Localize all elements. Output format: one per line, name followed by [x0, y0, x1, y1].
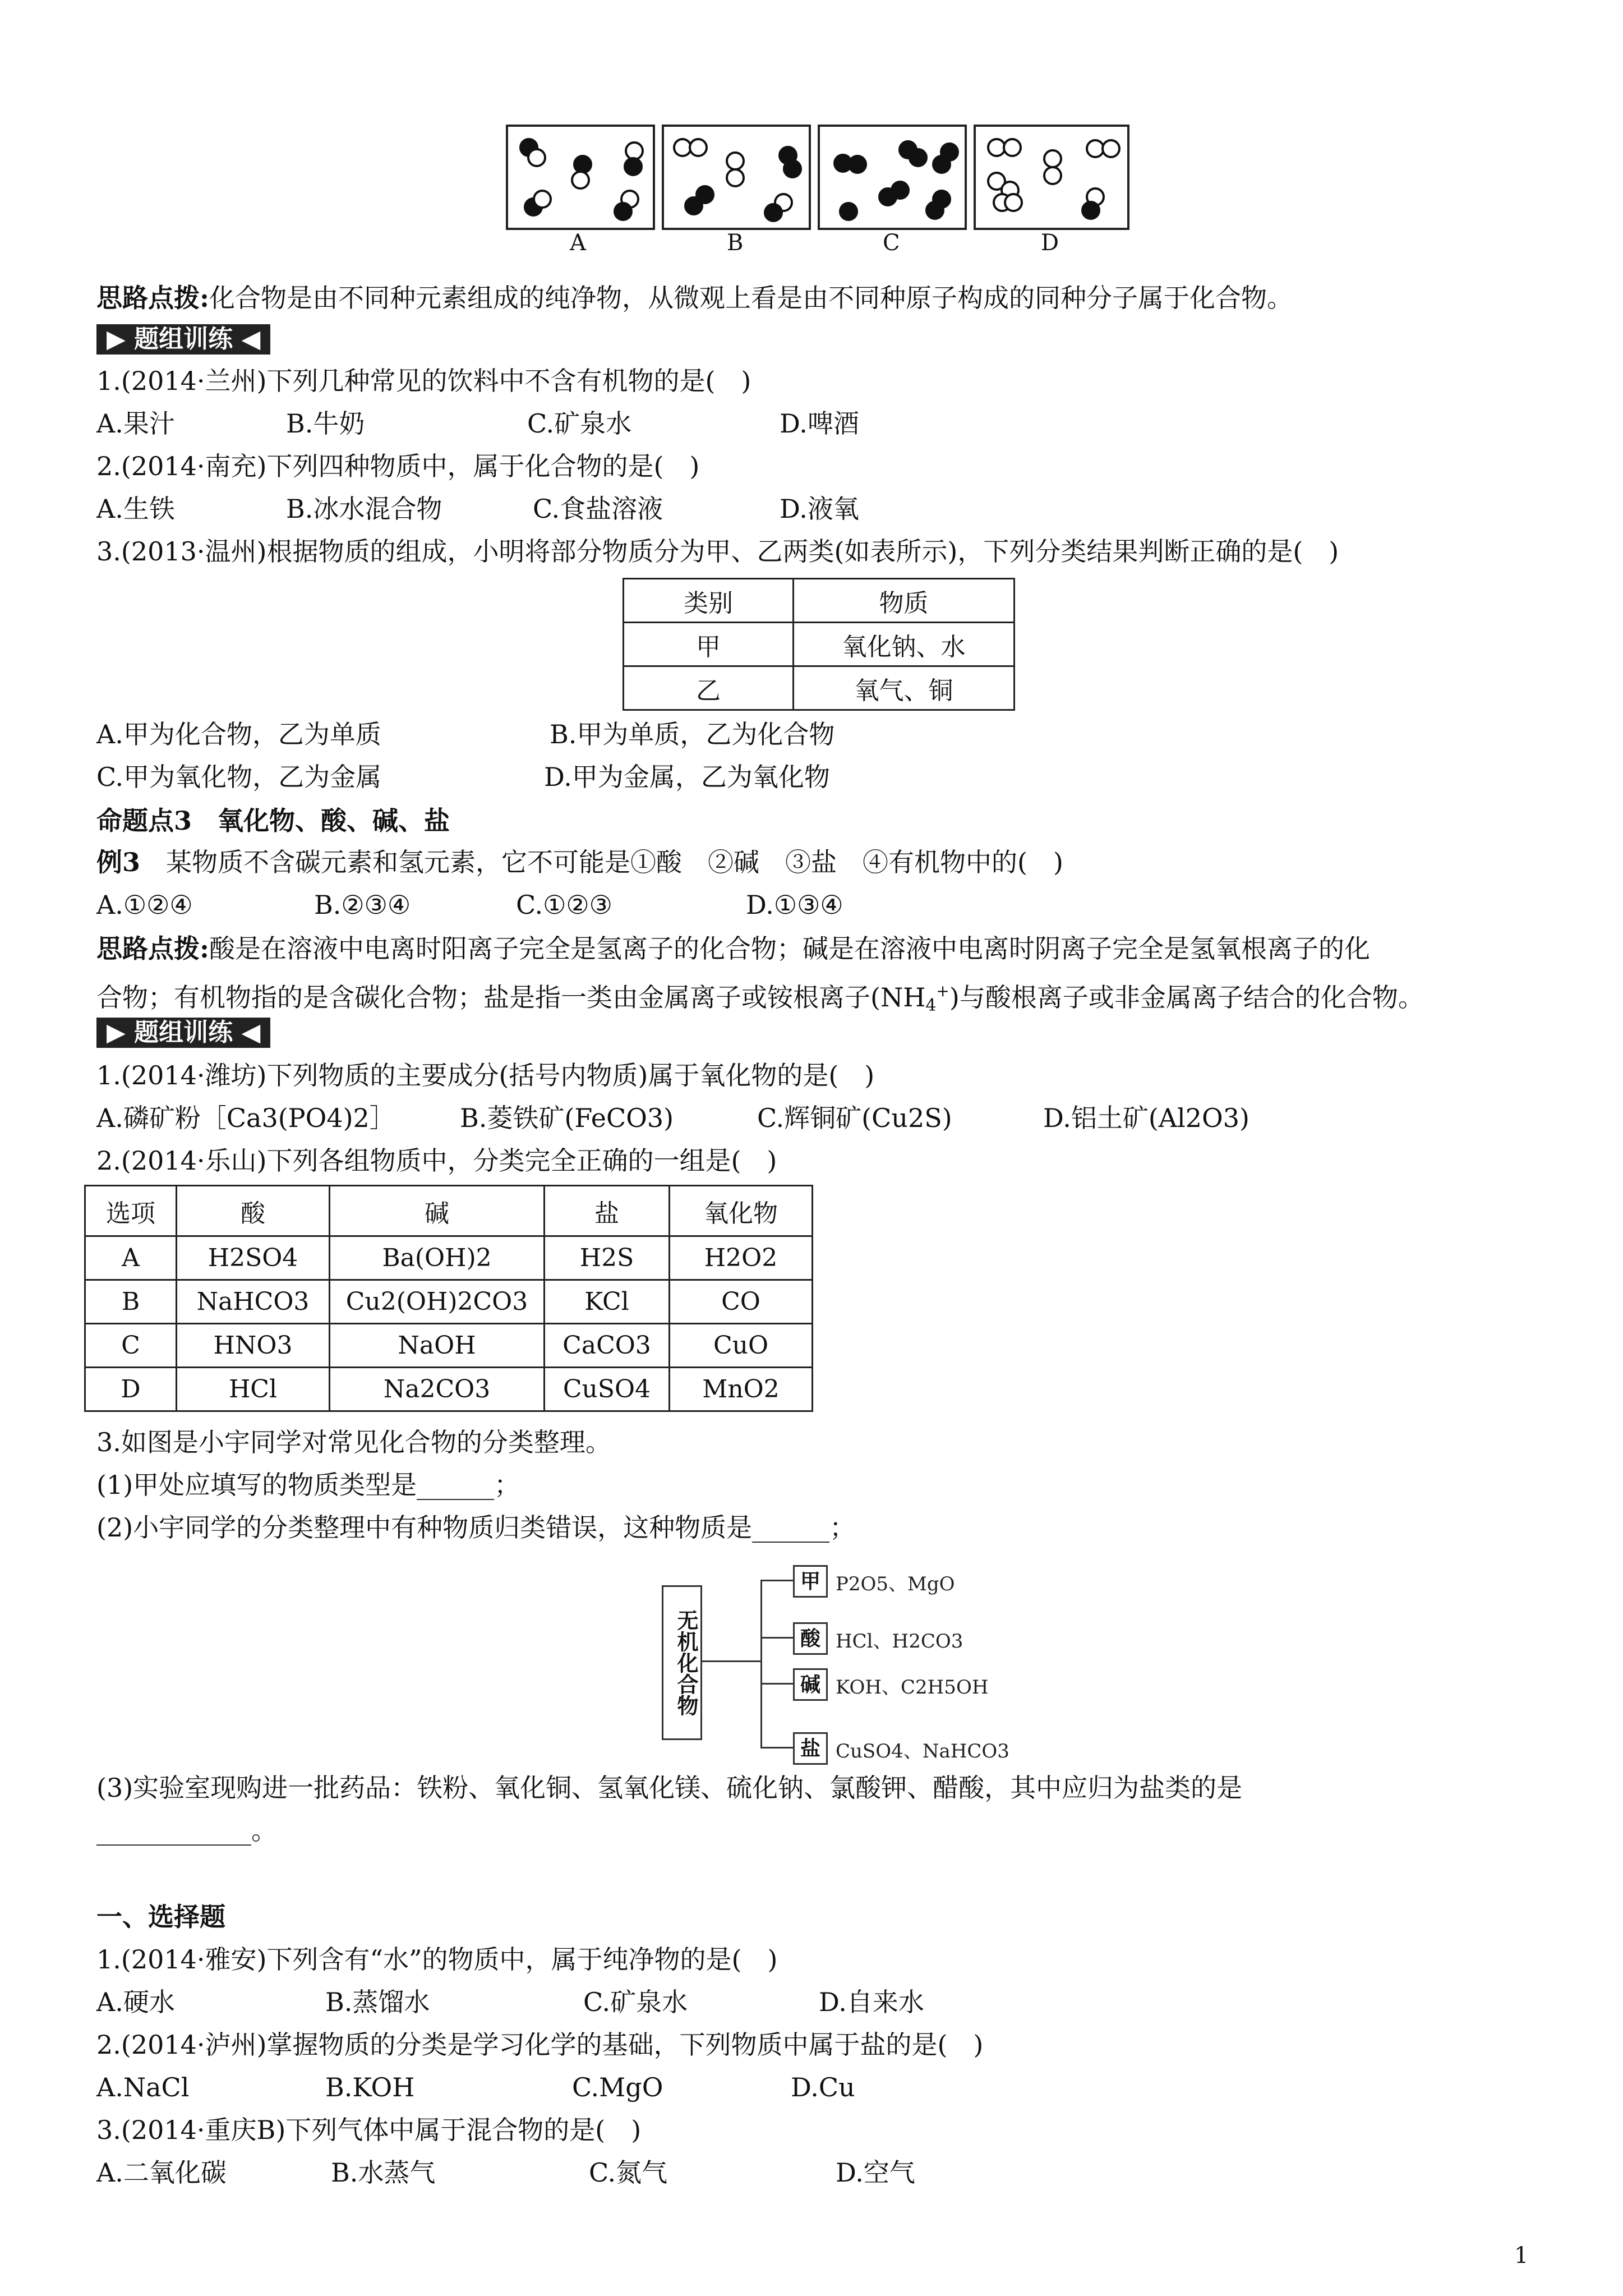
q2-option-d: D.液氧: [780, 494, 859, 524]
practice-banner-1: ▶ 题组训练 ◀: [96, 324, 270, 355]
example-3: 例3 某物质不含碳元素和氢元素，它不可能是①酸 ②碱 ③盐 ④有机物中的( ): [96, 847, 1063, 877]
tree-branch-1-items: P2O5、MgO: [836, 1573, 955, 1595]
q1-option-a: A.果汁: [96, 408, 175, 439]
q2-option-a: A.生铁: [96, 494, 175, 524]
q6-part-3: (3)实验室现购进一批药品：铁粉、氧化铜、氢氧化镁、硫化钠、氯酸钾、醋酸，其中应归为盐类的是: [96, 1773, 1243, 1803]
question-2-stem: 2.(2014·南充)下列四种物质中，属于化合物的是( ): [96, 451, 700, 481]
s2-option-b: B.KOH: [325, 2072, 415, 2102]
q4-option-b: B.菱铁矿(FeCO3): [460, 1103, 674, 1133]
question-5-stem: 2.(2014·乐山)下列各组物质中，分类完全正确的一组是( ): [96, 1145, 777, 1176]
q6-part-1: (1)甲处应填写的物质类型是______；: [96, 1470, 520, 1500]
tree-branch-4: 盐: [793, 1732, 828, 1765]
ex3-option-d: D.①③④: [746, 890, 843, 920]
panel-label-d: D: [1041, 230, 1059, 256]
tree-branch-1: 甲: [793, 1565, 828, 1598]
hint-label: 思路点拨:: [96, 283, 209, 313]
s1-option-d: D.自来水: [819, 1987, 924, 2017]
hint-2-line-2: 合物；有机物指的是含碳化合物；盐是指一类由金属离子或铵根离子$(NH_4^+)$与酸根离子或非金属离子结合的化合物。: [96, 982, 1424, 1015]
category-table: 类别 物质 甲 氧化钠、水 乙 氧气、铜: [623, 578, 1015, 711]
q1-option-c: C.矿泉水: [527, 408, 632, 439]
panel-b: [662, 125, 811, 230]
topic-heading: 命题点3 氧化物、酸、碱、盐: [96, 806, 450, 836]
tree-root: 无机化合物: [662, 1585, 702, 1740]
s3-option-b: B.水蒸气: [331, 2157, 436, 2188]
tree-branch-2: 酸: [793, 1622, 828, 1655]
panel-c: [818, 125, 967, 230]
q3-option-d: D.甲为金属，乙为氧化物: [544, 762, 830, 792]
s3-option-a: A.二氧化碳: [96, 2157, 227, 2188]
page-number: 1: [1514, 2243, 1529, 2269]
panel-d: [974, 125, 1129, 230]
q3-option-c: C.甲为氧化物，乙为金属: [96, 762, 382, 792]
practice-banner-2: ▶ 题组训练 ◀: [96, 1018, 270, 1048]
question-4-stem: 1.(2014·潍坊)下列物质的主要成分(括号内物质)属于氧化物的是( ): [96, 1060, 875, 1091]
q4-option-a: A.磷矿粉［Ca3(PO4)2］: [96, 1103, 395, 1133]
q4-option-c: C.辉铜矿(Cu2S): [757, 1103, 952, 1133]
panel-label-b: B: [727, 230, 744, 256]
q1-option-d: D.啤酒: [780, 408, 859, 439]
s3-stem: 3.(2014·重庆B)下列气体中属于混合物的是( ): [96, 2115, 642, 2145]
question-3-stem: 3.(2013·温州)根据物质的组成，小明将部分物质分为甲、乙两类(如表所示)，下列分类结果判断正确的是( ): [96, 536, 1339, 567]
s1-option-b: B.蒸馏水: [325, 1987, 430, 2017]
s2-option-a: A.NaCl: [96, 2072, 190, 2102]
q2-option-b: B.冰水混合物: [286, 494, 442, 524]
tree-branch-2-items: HCl、H2CO3: [836, 1630, 963, 1653]
tree-branch-3-items: KOH、C2H5OH: [836, 1676, 989, 1699]
ex3-option-c: C.①②③: [516, 890, 612, 920]
s3-option-c: C.氮气: [589, 2157, 668, 2188]
q2-option-c: C.食盐溶液: [533, 494, 663, 524]
s2-option-c: C.MgO: [572, 2072, 663, 2102]
s3-option-d: D.空气: [836, 2157, 915, 2188]
ex3-option-b: B.②③④: [314, 890, 411, 920]
panel-a: [506, 125, 655, 230]
ex3-option-a: A.①②④: [96, 890, 193, 920]
panel-label-a: A: [570, 230, 586, 256]
s1-stem: 1.(2014·雅安)下列含有“水”的物质中，属于纯净物的是( ): [96, 1944, 778, 1975]
tree-branch-3: 碱: [793, 1668, 828, 1701]
s2-stem: 2.(2014·泸州)掌握物质的分类是学习化学的基础，下列物质中属于盐的是( ): [96, 2030, 984, 2060]
s2-option-d: D.Cu: [791, 2072, 855, 2102]
section-heading: 一、选择题: [96, 1902, 225, 1932]
tree-branch-4-items: CuSO4、NaHCO3: [836, 1740, 1009, 1763]
panel-label-c: C: [883, 230, 900, 256]
s1-option-a: A.硬水: [96, 1987, 175, 2017]
hint-2-line-1: 思路点拨:酸是在溶液中电离时阳离子完全是氢离子的化合物；碱是在溶液中电离时阴离子完全是氢氧根离子的化: [96, 933, 1370, 964]
q1-option-b: B.牛奶: [286, 408, 365, 439]
hint-1: [96, 280, 1293, 315]
classification-table: 选项 酸 碱 盐 氧化物 A H2SO4 Ba(OH)2 H2S H2O2 B NaHCO3 Cu2(OH)2CO3 KCl CO C HNO3 NaOH CaCO3 CuO D HCl Na2CO3 CuSO4 MnO2: [84, 1185, 813, 1412]
q4-option-d: D.铝土矿(Al2O3): [1043, 1103, 1249, 1133]
question-6-stem: 3.如图是小宇同学对常见化合物的分类整理。: [96, 1427, 611, 1457]
q6-part-2: (2)小宇同学的分类整理中有种物质归类错误，这种物质是______；: [96, 1512, 856, 1543]
q6-part-3-blank: ____________。: [96, 1815, 277, 1846]
question-1-stem: 1.(2014·兰州)下列几种常见的饮料中不含有机物的是( ): [96, 366, 751, 396]
q3-option-a: A.甲为化合物，乙为单质: [96, 719, 381, 749]
hint-text: 化合物是由不同种元素组成的纯净物，从微观上看是由不同种原子构成的同种分子属于化合物。: [209, 283, 1293, 313]
s1-option-c: C.矿泉水: [583, 1987, 688, 2017]
q3-option-b: B.甲为单质，乙为化合物: [550, 719, 835, 749]
